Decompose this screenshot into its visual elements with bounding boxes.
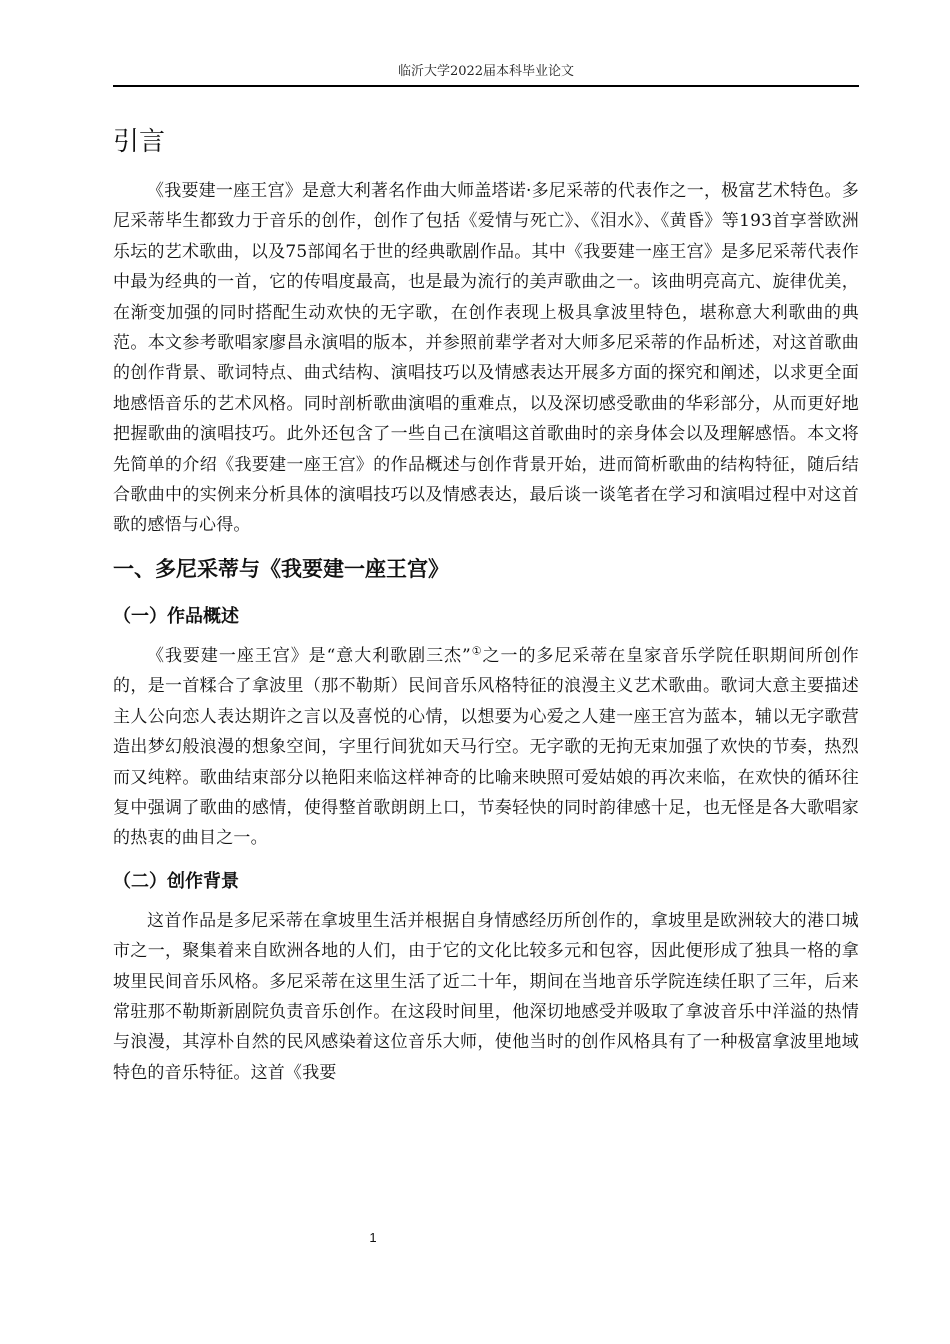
- intro-paragraph: [113, 176, 859, 541]
- subsection-2-heading: （二）创作背景: [113, 870, 239, 892]
- overview-text-before-footnote: 《我要建一座王宫》是“意大利歌剧三杰”: [147, 645, 471, 666]
- subsection-1-heading: （一）作品概述: [113, 605, 239, 627]
- header-divider: [113, 85, 859, 87]
- page-body: [113, 118, 859, 1096]
- footnote-marker[interactable]: ①: [470, 644, 483, 658]
- background-paragraph: [113, 906, 859, 1088]
- background-paragraph-text: 这首作品是多尼采蒂在拿坡里生活并根据自身情感经历所创作的，拿坡里是欧洲较大的港口城市之一，聚集着来自欧洲各地的人们，由于它的文化比较多元和包容，因此便形成了独具一格的拿坡里民间音乐风格。多尼采蒂在这里生活了近二十年，期间在当地音乐学院连续任职了三年，后来常驻那不勒斯新剧院负责音乐创作。在这段时间里，他深切地感受并吸取了拿波音乐中洋溢的热情与浪漫，其淳朴自然的民风感染着这位音乐大师，使他当时的创作风格具有了一种极富拿波里地域特色的音乐特征。这首《我要: [113, 910, 859, 1083]
- overview-paragraph-text: [113, 641, 859, 854]
- overview-paragraph: [113, 641, 859, 854]
- overview-text-after-footnote: 之一的多尼采蒂在皇家音乐学院任职期间所创作的，是一首糅合了拿波里（那不勒斯）民间音乐风格特征的浪漫主义艺术歌曲。歌词大意主要描述主人公向恋人表达期许之言以及喜悦的心情，以想要为心爱之人建一座王宫为蓝本，辅以无字歌营造出梦幻般浪漫的想象空间，字里行间犹如天马行空。无字歌的无拘无束加强了欢快的节奏，热烈而又纯粹。歌曲结束部分以艳阳来临这样神奇的比喻来映照可爱姑娘的再次来临，在欢快的循环往复中强调了歌曲的感情，使得整首歌朗朗上口，节奏轻快的同时韵律感十足，也无怪是各大歌唱家的热衷的曲目之一。: [113, 645, 860, 849]
- intro-heading: 引言: [113, 127, 166, 157]
- page-number: 1: [369, 1230, 377, 1245]
- running-header: 临沂大学2022届本科毕业论文: [397, 64, 575, 79]
- intro-paragraph-text: 《我要建一座王宫》是意大利著名作曲大师盖塔诺·多尼采蒂的代表作之一，极富艺术特色。多尼采蒂毕生都致力于音乐的创作，创作了包括《爱情与死亡》、《泪水》、《黄昏》等193首享誉欧洲乐坛的艺术歌曲，以及75部闻名于世的经典歌剧作品。其中《我要建一座王宫》是多尼采蒂代表作中最为经典的一首，它的传唱度最高，也是最为流行的美声歌曲之一。该曲明亮高亢、旋律优美，在渐变加强的同时搭配生动欢快的无字歌，在创作表现上极具拿波里特色，堪称意大利歌曲的典范。本文参考歌唱家廖昌永演唱的版本，并参照前辈学者对大师多尼采蒂的作品析述，对这首歌曲的创作背景、歌词特点、曲式结构、演唱技巧以及情感表达开展多方面的探究和阐述，以求更全面地感悟音乐的艺术风格。同时剖析歌曲演唱的重难点，以及深切感受歌曲的华彩部分，从而更好地把握歌曲的演唱技巧。此外还包含了一些自己在演唱这首歌曲时的亲身体会以及理解感悟。本文将先简单的介绍《我要建一座王宫》的作品概述与创作背景开始，进而简析歌曲的结构特征，随后结合歌曲中的实例来分析具体的演唱技巧以及情感表达，最后谈一谈笔者在学习和演唱过程中对这首歌的感悟与心得。: [113, 181, 859, 536]
- chapter-1-heading: 一、多尼采蒂与《我要建一座王宫》: [113, 556, 449, 581]
